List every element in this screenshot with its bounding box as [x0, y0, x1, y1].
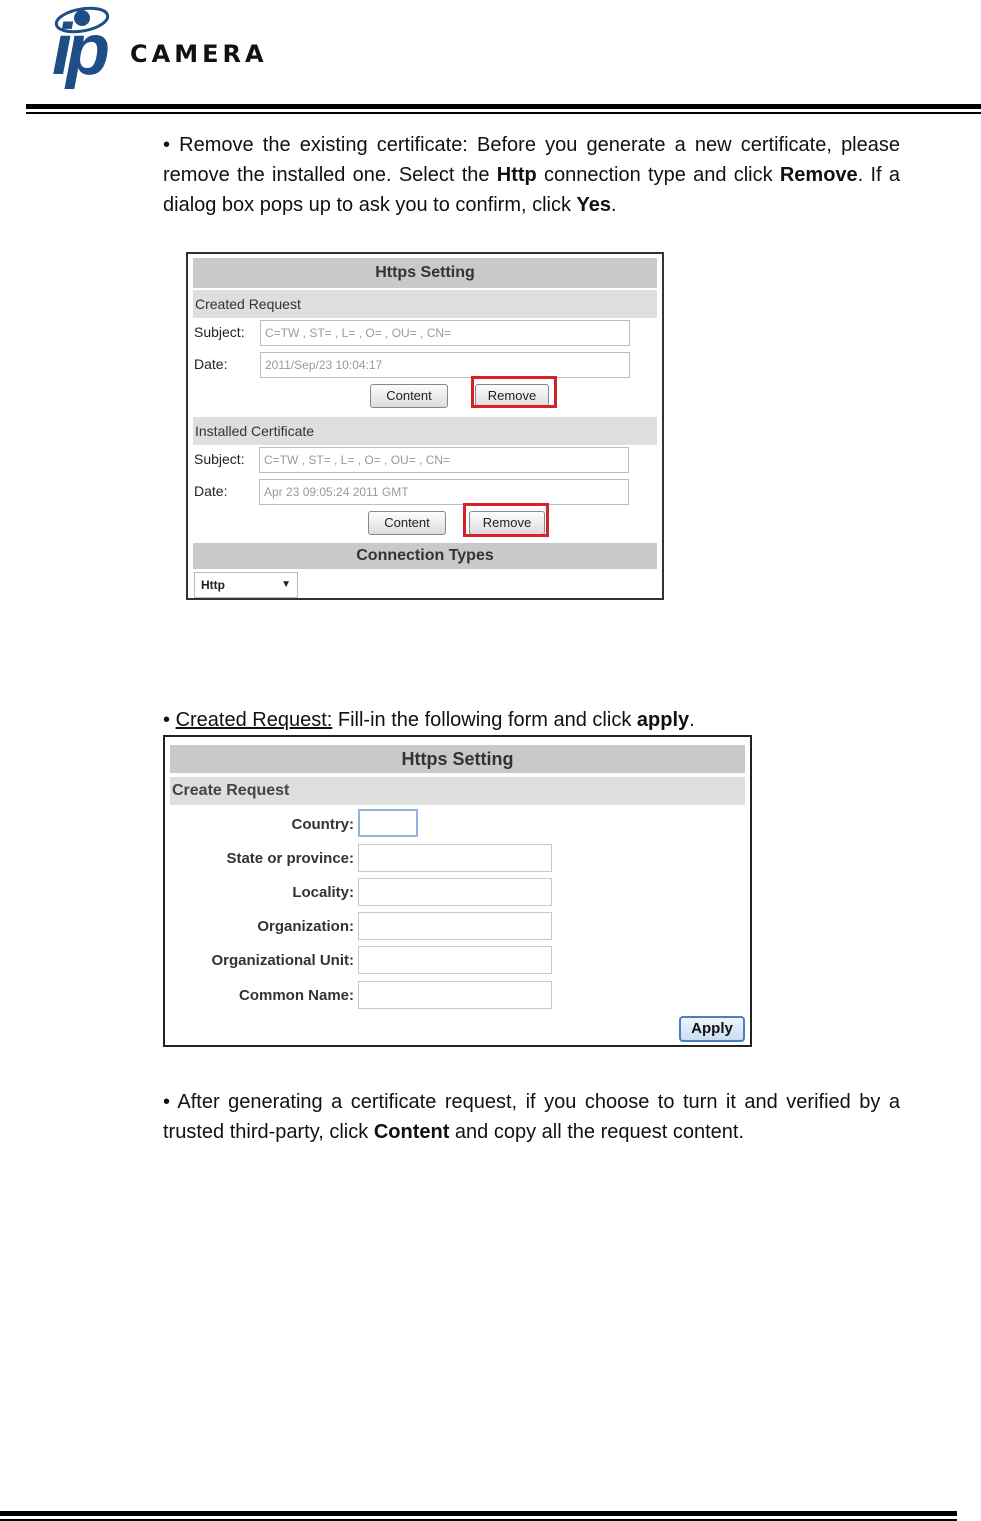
- common-name-label: Common Name:: [238, 987, 354, 1004]
- https-setting-title: Https Setting: [193, 258, 657, 288]
- organization-input[interactable]: [358, 912, 552, 940]
- created-subject-label: Subject:: [194, 324, 245, 340]
- installed-content-button[interactable]: Content: [368, 511, 446, 535]
- para1-yes: Yes: [576, 194, 612, 216]
- locality-input[interactable]: [358, 878, 552, 906]
- installed-subject-label: Subject:: [194, 451, 245, 467]
- locality-label: Locality:: [292, 884, 354, 901]
- para2-apply: apply: [636, 709, 690, 731]
- para2-link: Created Request:: [175, 709, 333, 731]
- para1-mid: connection type and click: [536, 164, 780, 186]
- https-setting-screenshot-2: [163, 735, 752, 1047]
- create-request-header: Create Request: [170, 777, 745, 805]
- para1-lead: • Remove the existing certificate: Before you generate a new certificate, please remove the installed one. Select the: [163, 134, 900, 186]
- installed-remove-button[interactable]: Remove: [469, 511, 545, 535]
- state-input[interactable]: [358, 844, 552, 872]
- installed-remove-highlight: [463, 503, 549, 537]
- logo-ip-text: ip: [52, 10, 104, 90]
- para2-bullet: •: [163, 709, 176, 731]
- org-unit-input[interactable]: [358, 946, 552, 974]
- connection-type-select[interactable]: [194, 572, 298, 598]
- created-date-field[interactable]: 2011/Sep/23 10:04:17: [260, 352, 630, 378]
- header-rule-thin: [26, 112, 981, 114]
- connection-types-header: Connection Types: [193, 543, 657, 569]
- connection-type-value: Http: [201, 578, 225, 592]
- created-remove-button[interactable]: Remove: [475, 384, 549, 408]
- para2-end: .: [689, 709, 695, 731]
- org-unit-label: Organizational Unit:: [211, 952, 354, 969]
- para3-content: Content: [373, 1121, 450, 1143]
- created-remove-highlight: [471, 376, 557, 408]
- ip-camera-logo: [40, 0, 320, 95]
- header-rule-thick: [26, 104, 981, 109]
- para2-text: Fill-in the following form and click: [332, 709, 637, 731]
- created-content-button[interactable]: Content: [370, 384, 448, 408]
- para1-end: .: [611, 194, 617, 216]
- installed-certificate-header: Installed Certificate: [193, 417, 657, 445]
- common-name-input[interactable]: [358, 981, 552, 1009]
- paragraph-created-request: [163, 705, 900, 735]
- https-setting-screenshot-1: [186, 252, 664, 600]
- country-label: Country:: [291, 816, 354, 833]
- paragraph-remove-certificate: [163, 130, 900, 220]
- created-request-header: Created Request: [193, 290, 657, 318]
- para1-http: Http: [496, 164, 537, 186]
- created-date-label: Date:: [194, 356, 228, 372]
- footer-rule-thin: [0, 1519, 957, 1521]
- https-setting-title-2: Https Setting: [170, 745, 745, 773]
- para1-remove: Remove: [779, 164, 858, 186]
- logo-camera-text: CAMERA: [130, 40, 268, 68]
- para3-lead: • After generating a certificate request, if you choose to turn it and verified by a trusted third-party, click: [163, 1091, 900, 1143]
- paragraph-content: [163, 1087, 900, 1147]
- installed-subject-field[interactable]: C=TW , ST= , L= , O= , OU= , CN=: [259, 447, 629, 473]
- para1-mid2: . If a dialog box pops up to ask you to confirm, click: [163, 164, 900, 216]
- state-label: State or province:: [226, 850, 354, 867]
- para3-end: and copy all the request content.: [449, 1121, 744, 1143]
- created-subject-field[interactable]: C=TW , ST= , L= , O= , OU= , CN=: [260, 320, 630, 346]
- dropdown-arrow-icon: ▼: [281, 579, 291, 590]
- footer-rule-thick: [0, 1511, 957, 1516]
- installed-date-field[interactable]: Apr 23 09:05:24 2011 GMT: [259, 479, 629, 505]
- installed-date-label: Date:: [194, 483, 228, 499]
- country-input[interactable]: [358, 809, 418, 837]
- apply-button[interactable]: Apply: [679, 1016, 745, 1042]
- organization-label: Organization:: [257, 918, 354, 935]
